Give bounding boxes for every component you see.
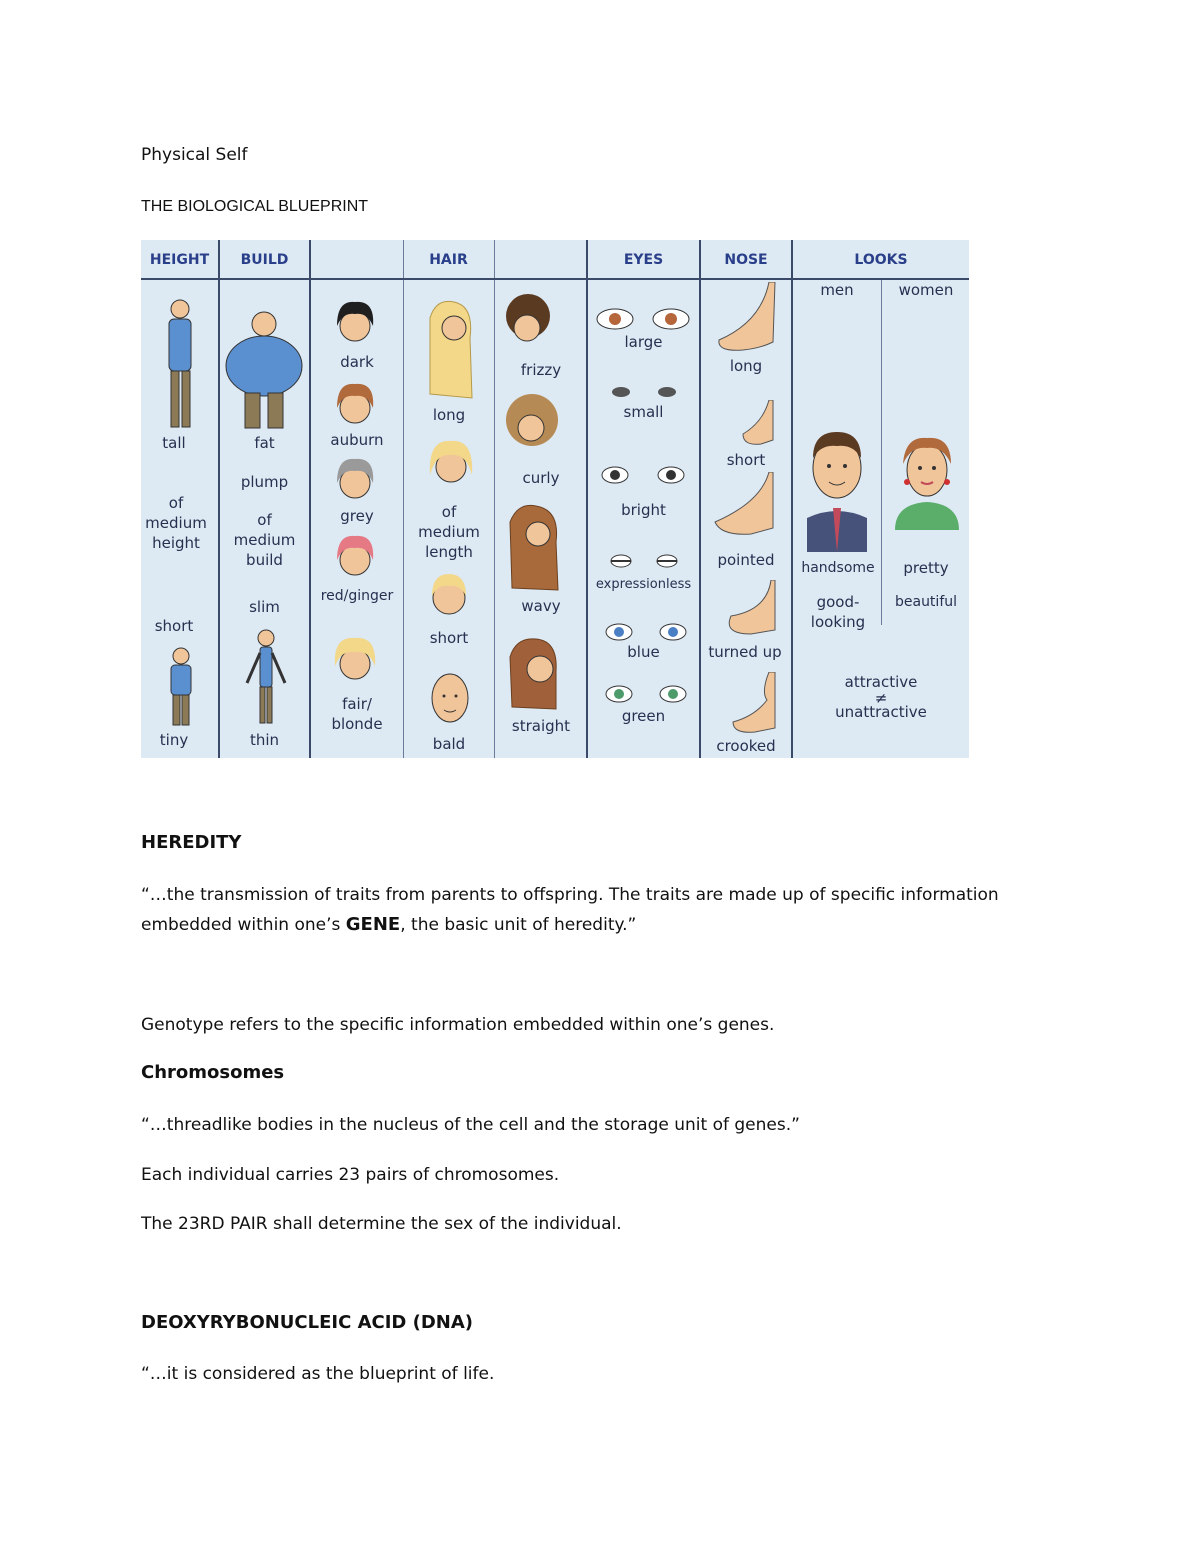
- hair-grey: grey: [340, 507, 374, 525]
- eyes-large: large: [624, 333, 663, 351]
- hair-long: long: [432, 406, 466, 424]
- tiny-person-icon: [161, 645, 201, 730]
- heredity-quote-line2-end: , the basic unit of heredity.”: [400, 915, 637, 935]
- hair-wavy: wavy: [521, 597, 561, 615]
- nose-short: short: [726, 451, 766, 469]
- heredity-quote: [141, 881, 1061, 940]
- long-nose-icon: [713, 282, 783, 354]
- turned-up-nose-icon: [721, 580, 781, 640]
- page-subtitle: Physical Self: [141, 145, 248, 165]
- header-hair: HAIR: [429, 252, 468, 268]
- hair-red-ginger: red/ginger: [320, 588, 394, 604]
- hair-auburn: auburn: [330, 431, 384, 449]
- build-medium: of medium build: [233, 511, 296, 569]
- heredity-quote-line2: embedded within one’s: [141, 915, 346, 935]
- looks-men: men: [820, 281, 854, 299]
- long-hair-icon: [426, 298, 476, 403]
- heredity-quote-line1: “…the transmission of traits from parents to offspring. The traits are made up of specific information: [141, 885, 999, 905]
- nose-crooked: crooked: [716, 737, 776, 755]
- hair-bald: bald: [432, 735, 466, 753]
- eyes-green: green: [621, 707, 666, 725]
- red-hair-icon: [333, 532, 377, 582]
- short-hair-icon: [426, 568, 472, 624]
- eyes-bright: bright: [621, 501, 666, 519]
- header-nose: NOSE: [724, 252, 768, 268]
- tall-person-icon: [155, 295, 205, 435]
- gene-term: GENE: [345, 914, 401, 935]
- header-height: HEIGHT: [149, 252, 210, 268]
- large-eyes-icon: [593, 306, 693, 332]
- nose-turned-up: turned up: [708, 643, 782, 661]
- hair-fair-blonde: fair/ blonde: [331, 695, 383, 733]
- straight-hair-icon: [506, 635, 562, 713]
- build-fat: fat: [254, 434, 275, 452]
- build-slim: slim: [249, 598, 280, 616]
- looks-not-equal: ≠: [874, 689, 888, 707]
- chromosomes-sex: The 23RD PAIR shall determine the sex of the individual.: [141, 1214, 622, 1234]
- dna-heading: DEOXYRYBONUCLEIC ACID (DNA): [141, 1312, 474, 1333]
- blue-eyes-icon: [603, 622, 689, 642]
- page-title: THE BIOLOGICAL BLUEPRINT: [141, 198, 369, 215]
- dna-quote: “…it is considered as the blueprint of life.: [141, 1364, 495, 1384]
- chromosomes-heading: Chromosomes: [141, 1062, 285, 1083]
- hair-curly: curly: [522, 469, 560, 487]
- wavy-hair-icon: [506, 502, 562, 594]
- eyes-blue: blue: [627, 643, 660, 661]
- auburn-hair-icon: [333, 380, 377, 430]
- small-eyes-icon: [607, 384, 683, 400]
- height-short: short: [154, 617, 194, 635]
- medium-length-hair-icon: [426, 435, 476, 493]
- grey-hair-icon: [333, 455, 377, 505]
- looks-beautiful: beautiful: [894, 594, 958, 610]
- pointed-nose-icon: [711, 472, 781, 542]
- short-nose-icon: [737, 400, 777, 448]
- blonde-hair-icon: [331, 632, 379, 690]
- looks-attractive: attractive: [844, 673, 918, 691]
- physical-traits-chart: [141, 240, 969, 758]
- nose-pointed: pointed: [717, 551, 775, 569]
- looks-handsome: handsome: [801, 560, 875, 576]
- looks-unattractive: unattractive: [835, 703, 927, 721]
- height-medium: of medium height: [145, 494, 207, 552]
- height-tiny: tiny: [159, 731, 189, 749]
- header-looks: LOOKS: [854, 252, 908, 268]
- bald-head-icon: [428, 668, 472, 728]
- build-plump: plump: [240, 473, 289, 491]
- curly-hair-icon: [503, 388, 561, 460]
- eyes-small: small: [623, 403, 664, 421]
- dark-hair-icon: [333, 298, 377, 350]
- eyes-expressionless: expressionless: [595, 577, 692, 592]
- hair-short: short: [429, 629, 469, 647]
- genotype-text: Genotype refers to the specific information embedded within one’s genes.: [141, 1015, 775, 1035]
- chromosomes-pairs: Each individual carries 23 pairs of chromosomes.: [141, 1165, 560, 1185]
- pretty-woman-icon: [889, 424, 965, 530]
- fat-person-icon: [221, 308, 307, 433]
- looks-women: women: [898, 281, 954, 299]
- heredity-heading: HEREDITY: [141, 832, 242, 853]
- looks-pretty: pretty: [903, 559, 949, 577]
- hair-frizzy: frizzy: [520, 361, 562, 379]
- nose-long: long: [729, 357, 763, 375]
- expressionless-eyes-icon: [607, 552, 683, 570]
- looks-good-looking: good- looking: [810, 593, 866, 631]
- frizzy-hair-icon: [503, 290, 553, 356]
- handsome-man-icon: [797, 418, 877, 552]
- header-build: BUILD: [240, 252, 289, 268]
- build-thin: thin: [249, 731, 280, 749]
- height-tall: tall: [162, 434, 186, 452]
- hair-straight: straight: [511, 717, 571, 735]
- crooked-nose-icon: [725, 672, 781, 734]
- hair-medium-length: of medium length: [418, 503, 480, 561]
- chromosomes-quote: “…threadlike bodies in the nucleus of the cell and the storage unit of genes.”: [141, 1115, 800, 1135]
- header-eyes: EYES: [623, 252, 664, 268]
- thin-person-icon: [241, 628, 291, 728]
- bright-eyes-icon: [593, 455, 693, 495]
- green-eyes-icon: [603, 684, 689, 704]
- hair-dark: dark: [340, 353, 374, 371]
